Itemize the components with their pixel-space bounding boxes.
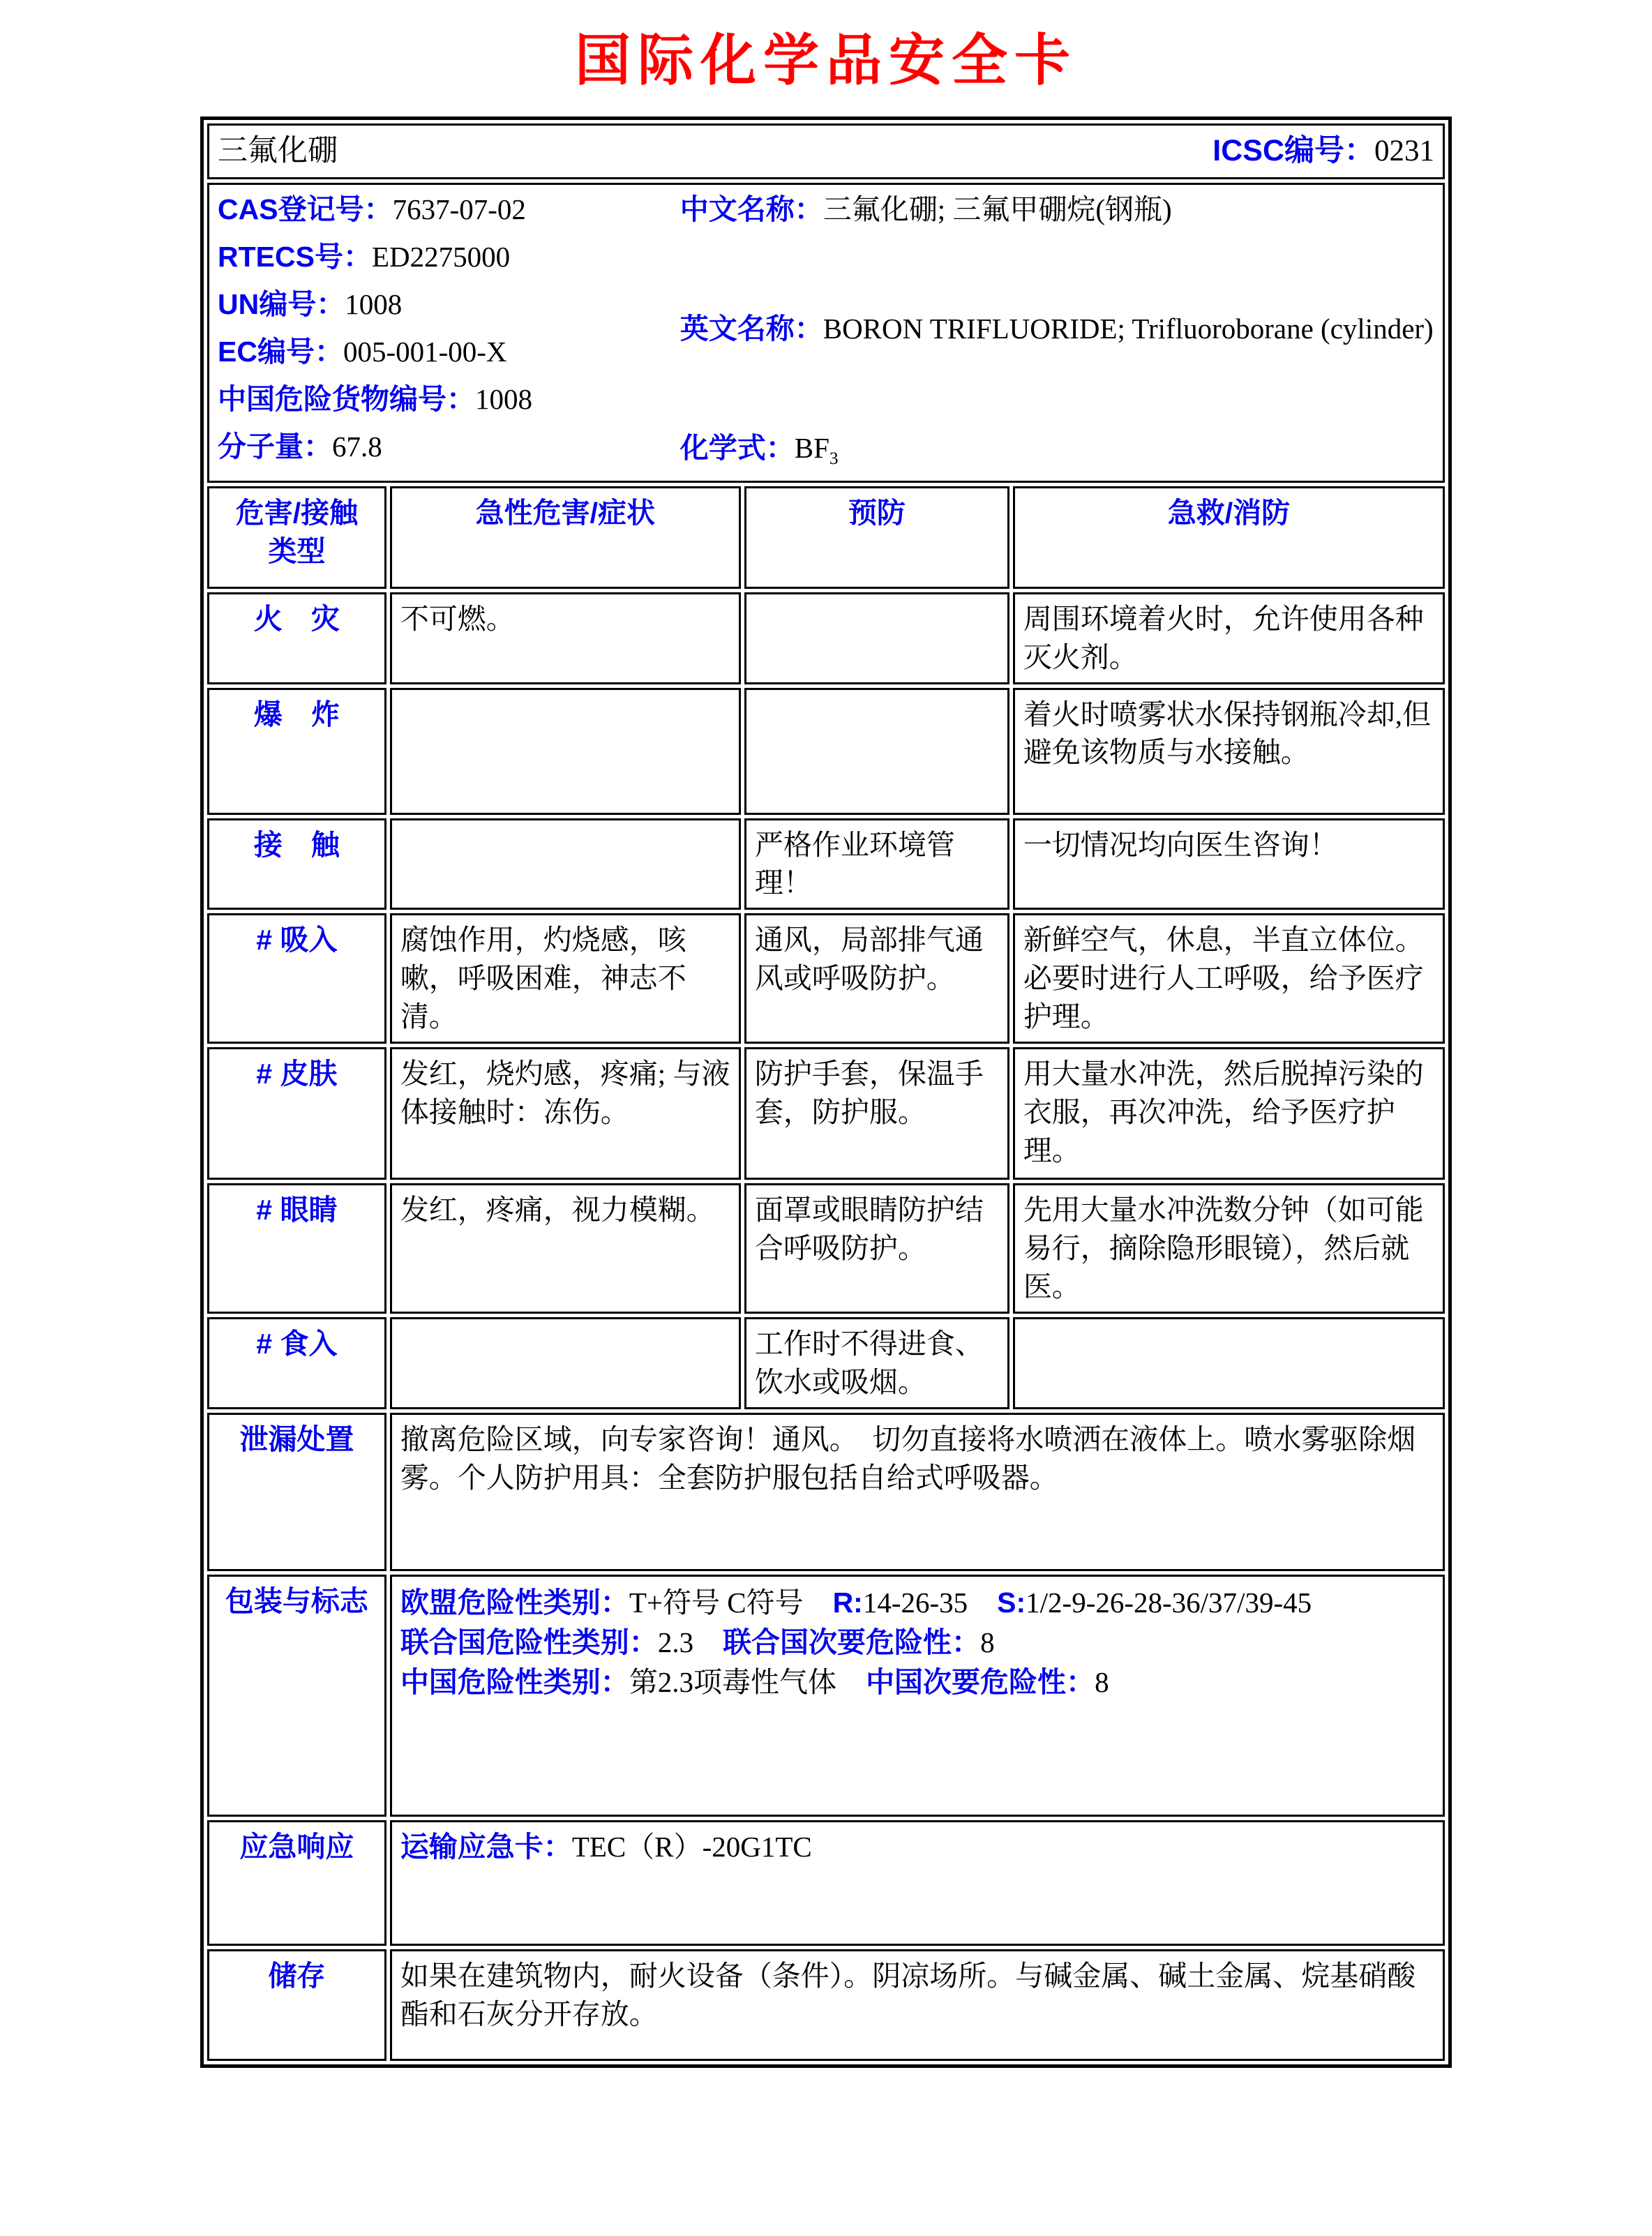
identity-cell [207,183,1445,483]
row-label-ingestion: # 食入 [207,1317,386,1409]
un-number-line [218,285,680,324]
english-name-value: BORON TRIFLUORIDE; Trifluoroborane (cylinder) [823,313,1434,345]
s-phrases-label: S: [997,1586,1026,1619]
inhalation-prevention: 通风，局部排气通风或呼吸防护。 [744,913,1009,1044]
header-prevention: 预防 [744,486,1009,589]
row-label-emergency: 应急响应 [207,1820,386,1946]
r-phrases-value: 14-26-35 [862,1586,968,1619]
cas-number-line [218,190,680,229]
eyes-firstaid: 先用大量水冲洗数分钟（如可能易行，摘除隐形眼镜），然后就医。 [1013,1183,1445,1314]
rtecs-number-line [218,238,680,276]
skin-prevention: 防护手套，保温手套，防护服。 [744,1047,1009,1180]
un-class-label: 联合国危险性类别： [400,1626,658,1658]
un-number-label: UN编号： [218,287,345,320]
molecular-weight-line [218,428,680,466]
table-row-ingestion [207,1317,1445,1409]
skin-symptoms: 发红，烧灼感，疼痛; 与液体接触时：冻伤。 [390,1047,741,1180]
row-label-fire: 火 灾 [207,592,386,684]
ingestion-firstaid [1013,1317,1445,1409]
packaging-cell [390,1575,1445,1817]
table-row-storage [207,1949,1445,2061]
identity-right-column [680,190,1434,475]
name-row [207,123,1445,179]
cn-sub-risk-label: 中国次要危险性： [866,1665,1095,1698]
table-row-spill [207,1413,1445,1571]
transport-card-value: TEC（R）-20G1TC [571,1830,812,1863]
un-sub-risk-label: 联合国次要危险性： [723,1626,981,1658]
ec-number-line [218,333,680,371]
explosion-firstaid: 着火时喷雾状水保持钢瓶冷却,但避免该物质与水接触。 [1013,688,1445,815]
name-row-cell [207,123,1445,179]
packaging-cn-line [400,1663,1434,1702]
table-row-emergency [207,1820,1445,1946]
identity-row [207,183,1445,483]
formula-value: $BF_3$ [794,432,839,469]
explosion-symptoms [390,688,741,815]
icsc-number [1212,131,1434,172]
table-row-explosion [207,688,1445,815]
un-class-value: 2.3 [657,1626,694,1658]
packaging-eu-line [400,1584,1434,1622]
inhalation-firstaid: 新鲜空气，休息，半直立体位。必要时进行人工呼吸，给予医疗护理。 [1013,913,1445,1044]
rtecs-number-value: ED2275000 [371,240,511,273]
emergency-cell [390,1820,1445,1946]
row-label-eyes: # 眼睛 [207,1183,386,1314]
fire-symptoms: 不可燃。 [390,592,741,684]
spill-text: 撤离危险区域，向专家咨询！通风。 切勿直接将水喷洒在液体上。喷水雾驱除烟雾。个人防护用具：全套防护服包括自给式呼吸器。 [390,1413,1445,1571]
cas-number-label: CAS登记号： [218,193,393,225]
eyes-symptoms: 发红，疼痛，视力模糊。 [390,1183,741,1314]
table-row-exposure [207,818,1445,910]
chinese-name-line [680,190,1434,229]
china-dg-number-label: 中国危险货物编号： [218,382,475,415]
molecular-weight-label: 分子量： [218,430,332,463]
icsc-number-label: ICSC编号： [1212,134,1374,168]
row-label-exposure: 接 触 [207,818,386,910]
eu-class-value: T+符号 C符号 [629,1586,804,1619]
ec-number-value: 005-001-00-X [343,335,507,368]
fire-prevention [744,592,1009,684]
english-name-label: 英文名称： [679,313,823,345]
ec-number-label: EC编号： [218,335,343,368]
formula-label: 化学式： [679,432,795,465]
header-symptoms: 急性危害/症状 [390,486,741,589]
ingestion-prevention: 工作时不得进食、饮水或吸烟。 [744,1317,1009,1409]
un-sub-risk-value: 8 [980,1626,995,1658]
ingestion-symptoms [390,1317,741,1409]
row-label-skin: # 皮肤 [207,1047,386,1180]
table-row-skin [207,1047,1445,1180]
table-row-fire [207,592,1445,684]
un-number-value: 1008 [345,287,403,320]
icsc-number-value: 0231 [1374,135,1434,168]
header-firstaid: 急救/消防 [1013,486,1445,589]
exposure-firstaid: 一切情况均向医生咨询！ [1013,818,1445,910]
identity-left-column [218,190,680,475]
exposure-prevention: 严格作业环境管理！ [744,818,1009,910]
cn-class-value: 第2.3项毒性气体 [629,1665,837,1698]
table-row-eyes [207,1183,1445,1314]
explosion-prevention [744,688,1009,815]
storage-text: 如果在建筑物内，耐火设备（条件）。阴凉场所。与碱金属、碱土金属、烷基硝酸酯和石灰分开存放。 [390,1949,1445,2061]
row-label-inhalation: # 吸入 [207,913,386,1044]
chinese-name-value: 三氟化硼; 三氟甲硼烷(钢瓶) [823,193,1172,225]
china-dg-number-value: 1008 [475,382,532,415]
table-row-packaging [207,1575,1445,1817]
row-label-explosion: 爆 炸 [207,688,386,815]
formula-line [680,429,1434,470]
row-label-spill: 泄漏处置 [207,1413,386,1571]
cas-number-value: 7637-07-02 [392,193,526,225]
packaging-un-line [400,1623,1434,1662]
fire-firstaid: 周围环境着火时，允许使用各种灭火剂。 [1013,592,1445,684]
exposure-symptoms [390,818,741,910]
header-hazard-type: 危害/接触 类型 [207,486,386,589]
safety-card [200,117,1452,2068]
page-title: 国际化学品安全卡 [575,31,1077,92]
s-phrases-value: 1/2-9-26-28-36/37/39-45 [1026,1586,1312,1619]
formula-subscript: 3 [829,449,839,469]
inhalation-symptoms: 腐蚀作用，灼烧感，咳嗽，呼吸困难，神志不清。 [390,913,741,1044]
transport-card-label: 运输应急卡： [400,1830,572,1863]
cn-sub-risk-value: 8 [1095,1665,1109,1698]
header-row [207,486,1445,589]
chinese-name-label: 中文名称： [679,193,823,225]
eyes-prevention: 面罩或眼睛防护结合呼吸防护。 [744,1183,1009,1314]
row-label-storage: 储存 [207,1949,386,2061]
skin-firstaid: 用大量水冲洗，然后脱掉污染的衣服，再次冲洗，给予医疗护理。 [1013,1047,1445,1180]
r-phrases-label: R: [832,1586,863,1619]
table-row-inhalation [207,913,1445,1044]
eu-class-label: 欧盟危险性类别： [400,1586,629,1619]
chemical-name: 三氟化硼 [218,135,338,168]
molecular-weight-value: 67.8 [332,430,382,463]
china-dg-number-line [218,380,680,419]
english-name-line [680,310,1434,348]
safety-card-table [200,117,1452,2068]
rtecs-number-label: RTECS号： [218,240,372,273]
cn-class-label: 中国危险性类别： [400,1665,629,1698]
row-label-packaging: 包装与标志 [207,1575,386,1817]
